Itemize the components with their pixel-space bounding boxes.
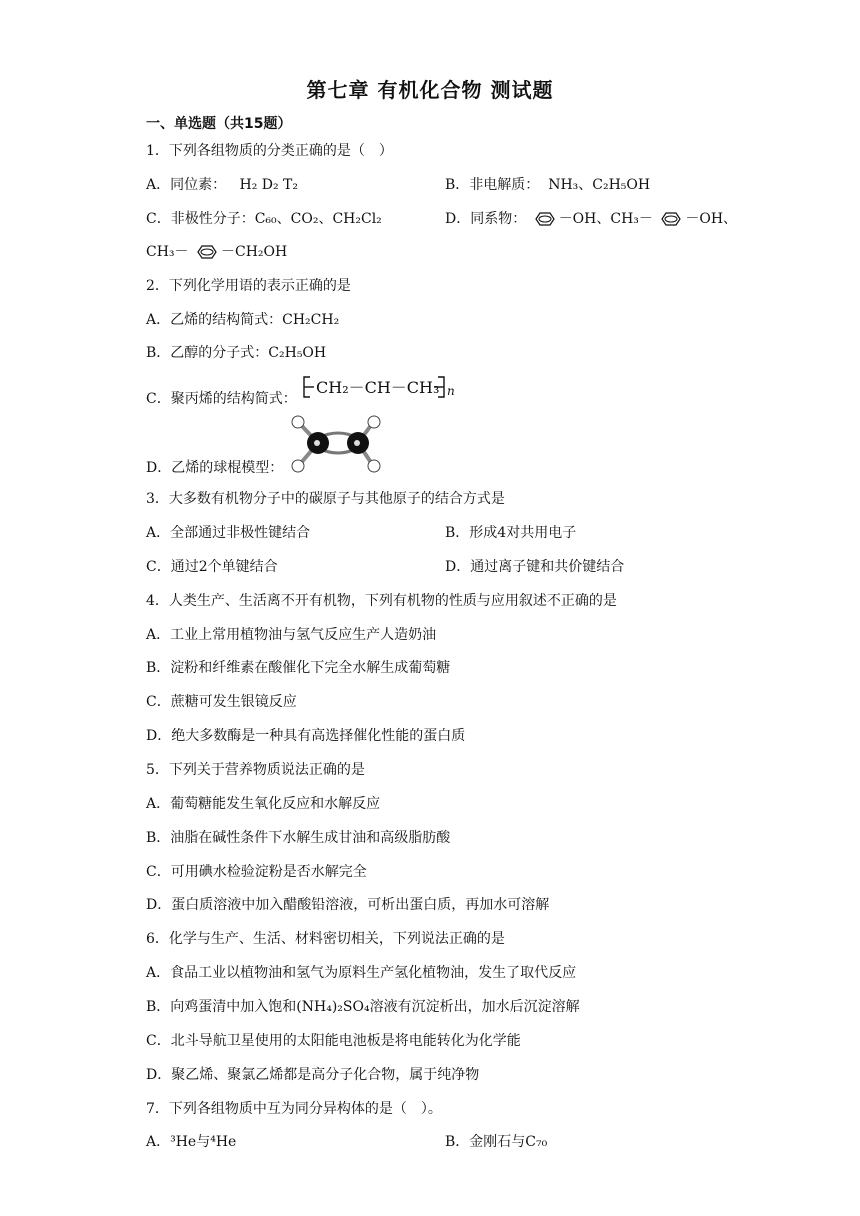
q1-option-a-label: A．同位素： <box>146 177 227 193</box>
q5-option-a: A．葡萄糖能发生氧化反应和水解反应 <box>146 796 381 812</box>
polymer-degree-n: n <box>447 384 455 398</box>
q1-option-b-value: NH₃、C₂H₅OH <box>548 177 651 193</box>
q4-stem: 4．人类生产、生活离不开有机物，下列有机物的性质与应用叙述不正确的是 <box>146 593 617 609</box>
q3-option-a: A．全部通过非极性键结合 <box>146 525 311 541</box>
q4-option-d: D．绝大多数酶是一种具有高选择催化性能的蛋白质 <box>146 728 466 744</box>
q5-option-b: B．油脂在碱性条件下水解生成甘油和高级脂肪酸 <box>146 830 451 846</box>
q6-option-d: D．聚乙烯、聚氯乙烯都是高分子化合物，属于纯净物 <box>146 1067 480 1083</box>
q2-stem: 2．下列化学用语的表示正确的是 <box>146 278 351 294</box>
q1-option-d-part2: －OH、 <box>685 211 738 227</box>
q1-option-d-label: D．同系物： <box>445 211 527 227</box>
section-heading: 一、单选题（共15题） <box>146 116 292 132</box>
q6-option-b: B．向鸡蛋清中加入饱和(NH₄)₂SO₄溶液有沉淀析出，加水后沉淀溶解 <box>146 999 580 1015</box>
q1-option-d-part1: －OH、CH₃－ <box>558 211 653 227</box>
q4-option-c: C．蔗糖可发生银镜反应 <box>146 694 297 710</box>
q5-stem: 5．下列关于营养物质说法正确的是 <box>146 762 365 778</box>
q5-option-d: D．蛋白质溶液中加入醋酸铅溶液，可析出蛋白质，再加水可溶解 <box>146 897 550 913</box>
q3-stem: 3．大多数有机物分子中的碳原子与其他原子的结合方式是 <box>146 491 505 507</box>
q6-option-a: A．食品工业以植物油和氢气为原料生产氢化植物油，发生了取代反应 <box>146 965 577 981</box>
q1-option-b <box>445 175 650 195</box>
q1-option-c-label: C．非极性分子： <box>146 211 255 227</box>
q7-option-b: B．金刚石与C₇₀ <box>445 1134 548 1150</box>
q1-option-a-value: H₂ D₂ T₂ <box>239 177 298 193</box>
q1-option-d-line2b: －CH₂OH <box>221 244 288 260</box>
benzene-ring-icon <box>657 212 685 226</box>
q7-option-a: A．³He与⁴He <box>146 1134 237 1150</box>
q2-option-d <box>146 458 283 478</box>
q1-option-d <box>445 209 737 229</box>
q3-option-c: C．通过2个单键结合 <box>146 559 278 575</box>
polypropylene-formula <box>302 372 462 402</box>
q6-stem: 6．化学与生产、生活、材料密切相关，下列说法正确的是 <box>146 931 505 947</box>
q4-option-b: B．淀粉和纤维素在酸催化下完全水解生成葡萄糖 <box>146 660 451 676</box>
q2-option-c-label: C．聚丙烯的结构简式： <box>146 391 297 407</box>
q1-option-c-value: C₆₀、CO₂、CH₂Cl₂ <box>254 211 382 227</box>
q2-option-b: B．乙醇的分子式：C₂H₅OH <box>146 345 327 361</box>
benzene-ring-icon <box>531 212 559 226</box>
ethylene-ball-stick-model-icon <box>286 412 386 478</box>
document-title: 第七章 有机化合物 测试题 <box>306 78 554 102</box>
q5-option-c: C．可用碘水检验淀粉是否水解完全 <box>146 864 367 880</box>
q7-stem: 7．下列各组物质中互为同分异构体的是（ ）。 <box>146 1101 442 1117</box>
q1-stem: 1．下列各组物质的分类正确的是（ ） <box>146 143 393 159</box>
q3-option-d: D．通过离子键和共价键结合 <box>445 559 625 575</box>
q1-option-c <box>146 209 382 229</box>
q2-option-d-label: D．乙烯的球棍模型： <box>146 460 284 476</box>
q2-option-a: A．乙烯的结构简式：CH₂CH₂ <box>146 312 340 328</box>
q1-option-a <box>146 175 298 195</box>
q1-option-d-line2 <box>146 242 287 262</box>
q6-option-c: C．北斗导航卫星使用的太阳能电池板是将电能转化为化学能 <box>146 1033 521 1049</box>
q4-option-a: A．工业上常用植物油与氢气反应生产人造奶油 <box>146 627 437 643</box>
polypropylene-formula-text: CH₂－CH－CH₃ <box>316 378 440 397</box>
benzene-ring-icon <box>193 245 221 259</box>
q3-option-b: B．形成4对共用电子 <box>445 525 577 541</box>
q1-option-b-label: B．非电解质： <box>445 177 540 193</box>
q1-option-d-line2a: CH₃－ <box>146 244 189 260</box>
q2-option-c <box>146 389 297 409</box>
